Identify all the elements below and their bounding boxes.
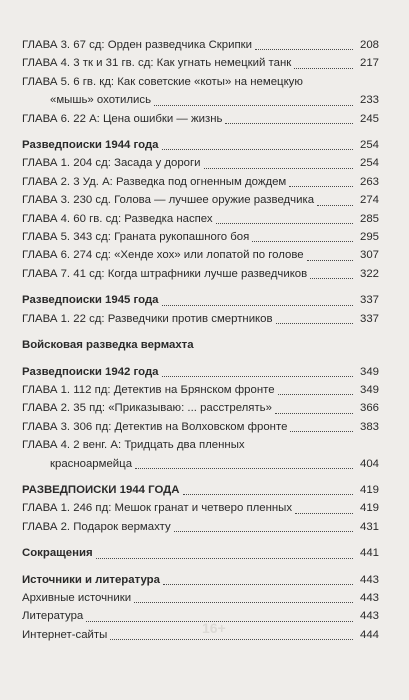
toc-entry [22, 418, 379, 436]
toc-page-number: 383 [359, 420, 379, 433]
toc-entry [22, 310, 379, 328]
toc-entry [22, 210, 379, 228]
dot-leader [154, 105, 353, 106]
toc-entry [22, 436, 379, 473]
toc-section-title: Разведпоиски 1945 года [22, 291, 162, 309]
toc-entry-title: ГЛАВА 7. 41 сд: Когда штрафники лучше разведчиков [22, 265, 310, 283]
dot-leader [162, 305, 353, 306]
dot-leader [294, 68, 353, 69]
toc-entry [22, 499, 379, 517]
dot-leader [307, 260, 353, 261]
toc-page-number: 443 [359, 610, 379, 623]
toc-section-title: Войсковая разведка вермахта [22, 336, 197, 354]
toc-section-title: Разведпоиски 1944 года [22, 136, 162, 154]
toc-page-number: 337 [359, 294, 379, 307]
toc-page-number: 285 [359, 212, 379, 225]
toc-section [22, 336, 379, 354]
toc-entry-title: ГЛАВА 4. 60 гв. сд: Разведка наспех [22, 210, 216, 228]
dot-leader [289, 186, 353, 187]
toc-page-number: 366 [359, 402, 379, 415]
toc-section-title: Разведпоиски 1942 года [22, 363, 162, 381]
toc-entry-title: Литература [22, 607, 86, 625]
toc-entry-title: Интернет-сайты [22, 626, 110, 644]
toc-entry-title: ГЛАВА 6. 274 сд: «Хенде хох» или лопатой по голове [22, 246, 307, 264]
toc-entry-title: ГЛАВА 4. 2 венг. А: Тридцать два пленных [22, 439, 245, 452]
toc-section-title: Источники и литература [22, 571, 163, 589]
toc-page-number: 208 [359, 39, 379, 51]
dot-leader [290, 431, 353, 432]
toc-page-number: 443 [359, 573, 379, 586]
toc-page-number: 217 [359, 57, 379, 70]
toc-section-title: Сокращения [22, 544, 96, 562]
dot-leader [162, 149, 353, 150]
dot-leader [275, 413, 353, 414]
toc-entry-title: ГЛАВА 3. 306 пд: Детектив на Волховском фронте [22, 418, 290, 436]
toc-entry-title: ГЛАВА 5. 343 сд: Граната рукопашного боя [22, 228, 252, 246]
toc-entry-title: ГЛАВА 5. 6 гв. кд: Как советские «коты» на немецкую [22, 75, 303, 88]
dot-leader [310, 278, 353, 279]
dot-leader [162, 376, 353, 377]
toc-entry [22, 518, 379, 536]
toc-entry-title: ГЛАВА 3. 230 сд. Голова — лучшее оружие разведчика [22, 191, 317, 209]
table-of-contents [22, 36, 379, 644]
dot-leader [317, 205, 353, 206]
toc-page-number: 337 [359, 312, 379, 325]
toc-page-number: 404 [359, 457, 379, 470]
toc-entry [22, 399, 379, 417]
toc-entry-title: ГЛАВА 1. 22 сд: Разведчики против смертников [22, 310, 276, 328]
toc-section-title: РАЗВЕДПОИСКИ 1944 ГОДА [22, 481, 183, 499]
dot-leader [225, 123, 353, 124]
dot-leader [183, 494, 353, 495]
toc-page-number: 254 [359, 139, 379, 152]
toc-entry-title: ГЛАВА 1. 204 сд: Засада у дороги [22, 154, 204, 172]
toc-entry [22, 54, 379, 72]
toc-page-number: 443 [359, 591, 379, 604]
dot-leader [163, 584, 353, 585]
toc-page-number: 274 [359, 194, 379, 207]
toc-page-number: 233 [359, 94, 379, 107]
faint-stamp [150, 606, 226, 650]
toc-entry [22, 265, 379, 283]
toc-entry [22, 173, 379, 191]
toc-page-number: 322 [359, 267, 379, 280]
toc-page-number: 307 [359, 249, 379, 262]
dot-leader [174, 531, 353, 532]
toc-section [22, 291, 379, 309]
toc-entry-title: ГЛАВА 2. 3 Уд. А: Разведка под огненным дождем [22, 173, 289, 191]
toc-entry-title: ГЛАВА 1. 112 пд: Детектив на Брянском фронте [22, 381, 278, 399]
dot-leader [204, 168, 353, 169]
toc-entry-title-continued: красноармейца [50, 455, 135, 473]
toc-entry-title: ГЛАВА 1. 246 пд: Мешок гранат и четверо пленных [22, 499, 295, 517]
dot-leader [110, 639, 353, 640]
dot-leader [276, 323, 353, 324]
toc-page-number: 349 [359, 365, 379, 378]
toc-entry [22, 110, 379, 128]
toc-entry [22, 246, 379, 264]
toc-page-number: 431 [359, 520, 379, 533]
toc-entry [22, 36, 379, 54]
toc-section [22, 363, 379, 381]
toc-entry-title: ГЛАВА 2. Подарок вермахту [22, 518, 174, 536]
dot-leader [252, 241, 353, 242]
toc-entry [22, 191, 379, 209]
toc-entry-title: ГЛАВА 6. 22 А: Цена ошибки — жизнь [22, 110, 225, 128]
toc-page-number: 349 [359, 383, 379, 396]
dot-leader [135, 468, 353, 469]
toc-entry [22, 228, 379, 246]
toc-page-number: 441 [359, 547, 379, 560]
dot-leader [278, 394, 353, 395]
toc-entry [22, 73, 379, 110]
toc-page-number: 295 [359, 231, 379, 244]
dot-leader [295, 513, 353, 514]
toc-entry-title: ГЛАВА 4. 3 тк и 31 гв. сд: Как угнать немецкий танк [22, 54, 294, 72]
toc-entry-title-continued: «мышь» охотились [50, 91, 154, 109]
toc-entry [22, 381, 379, 399]
dot-leader [96, 558, 353, 559]
toc-entry-title: ГЛАВА 2. 35 пд: «Приказываю: ... расстрелять» [22, 399, 275, 417]
dot-leader [134, 602, 353, 603]
toc-section [22, 544, 379, 562]
toc-page-number: 245 [359, 112, 379, 125]
toc-page-number: 444 [359, 628, 379, 641]
dot-leader [255, 49, 353, 50]
toc-page-number: 419 [359, 502, 379, 515]
toc-entry-title: Архивные источники [22, 589, 134, 607]
toc-entry [22, 154, 379, 172]
toc-entry-title: ГЛАВА 3. 67 сд: Орден разведчика Скрипки [22, 36, 255, 54]
toc-section [22, 481, 379, 499]
toc-section [22, 571, 379, 589]
toc-page-number: 254 [359, 157, 379, 170]
toc-section [22, 136, 379, 154]
age-rating-mark: 16+ [202, 620, 226, 636]
dot-leader [216, 223, 353, 224]
toc-page-number: 263 [359, 175, 379, 188]
toc-page-number: 419 [359, 483, 379, 496]
toc-entry [22, 589, 379, 607]
